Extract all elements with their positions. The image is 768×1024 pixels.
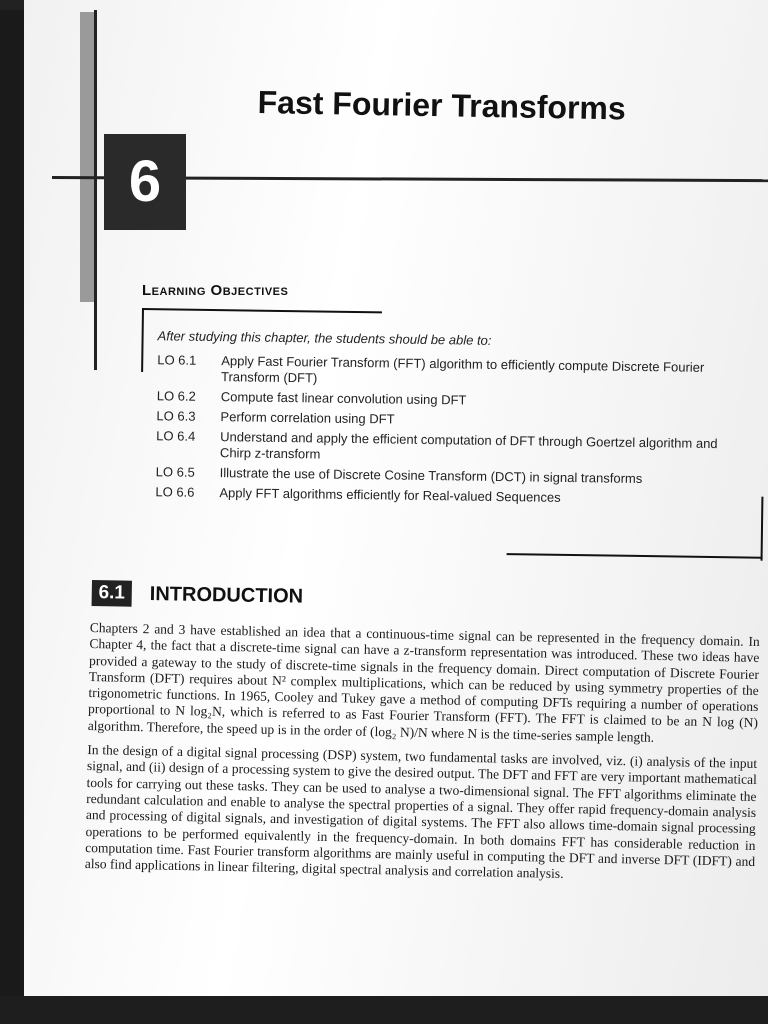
chapter-number-box xyxy=(104,134,186,230)
lo-frame-bottom xyxy=(507,553,763,559)
lo-code: LO 6.1 xyxy=(157,352,197,368)
body-paragraph: In the design of a digital signal processing (DSP) system, two fundamental tasks are involved, viz. (i) analysis of the input signal, and (ii) design of a processing system to give the desired output. The DFT and FFT are very important mathematical tools for carrying out these tasks. They can be used to analyse a two-dimensional signal. The FFT algorithms eliminate the redundant calculation and enable to analyse the spectral properties of a signal. They offer rapid frequency-domain analysis and processing of digital signals, and investigation of digital systems. The FFT also allows time-domain signal processing operations to be performed equivalently in the frequency-domain. In both domains FFT has considerable reduction in computation time. Fast Fourier transform algorithms are mainly useful in computing the DFT and inverse DFT (IDFT) and also find applications in linear filtering, digital spectral analysis and correlation analysis. xyxy=(84,742,758,882)
section-title: INTRODUCTION xyxy=(149,583,304,608)
lo-frame-right xyxy=(761,497,764,561)
lo-frame-top xyxy=(142,308,382,313)
list-item xyxy=(157,352,747,392)
lo-text: Understand and apply the efficient computation of DFT through Goertzel algorithm and Chirp z-transform xyxy=(219,429,718,462)
lo-text: Apply Fast Fourier Transform (FFT) algorithm to efficiently compute Discrete Fourier Transform (DFT) xyxy=(220,353,705,386)
learning-objectives-box xyxy=(139,308,766,567)
lo-code: LO 6.2 xyxy=(156,388,196,404)
lo-code: LO 6.6 xyxy=(155,484,195,500)
section-heading xyxy=(91,580,731,625)
lo-code: LO 6.3 xyxy=(156,408,196,424)
chapter-number: 6 xyxy=(128,149,162,214)
lo-code: LO 6.5 xyxy=(155,464,195,480)
lo-text: Compute fast linear convolution using DFT xyxy=(220,389,467,408)
lo-text: Perform correlation using DFT xyxy=(220,409,395,427)
learning-objectives-intro: After studying this chapter, the students should be able to: xyxy=(157,328,492,348)
scan-bottom-edge xyxy=(0,996,768,1024)
learning-objectives-list xyxy=(155,352,747,512)
lo-text: Illustrate the use of Discrete Cosine Transform (DCT) in signal transforms xyxy=(219,465,643,487)
book-page xyxy=(24,0,768,1000)
lo-frame-left xyxy=(141,308,144,372)
section-number: 6.1 xyxy=(98,582,126,604)
decorative-vertical-rule xyxy=(94,10,97,370)
lo-code: LO 6.4 xyxy=(156,428,196,444)
list-item xyxy=(156,428,746,468)
chapter-title: Fast Fourier Transforms xyxy=(257,84,627,127)
lo-text: Apply FFT algorithms efficiently for Real-valued Sequences xyxy=(219,485,561,505)
learning-objectives-heading: Learning Objectives xyxy=(142,282,289,299)
body-paragraph: Chapters 2 and 3 have established an idea that a continuous-time signal can be represented in the frequency domain. In Chapter 4, the fact that a discrete-time signal can have a z-transform representation was introduced. These two ideas have provided a gateway to the study of discrete-time signals in the frequency domain. Direct computation of Discrete Fourier Transform (DFT) requires about N² complex multiplications, which can be reduced by using symmetry properties of the trigonometric functions. In 1965, Cooley and Tukey gave a method of computing DFTs requiring a number of operations proportional to N log₂N, which is referred to as Fast Fourier Transform (FFT). The FFT is claimed to be an N log (N) algorithm. Therefore, the speed up is in the order of (log₂ N)/N where N is the time-series sample length. xyxy=(87,620,760,745)
section-body xyxy=(85,620,760,894)
list-item xyxy=(155,484,745,508)
section-number-box xyxy=(92,580,132,607)
